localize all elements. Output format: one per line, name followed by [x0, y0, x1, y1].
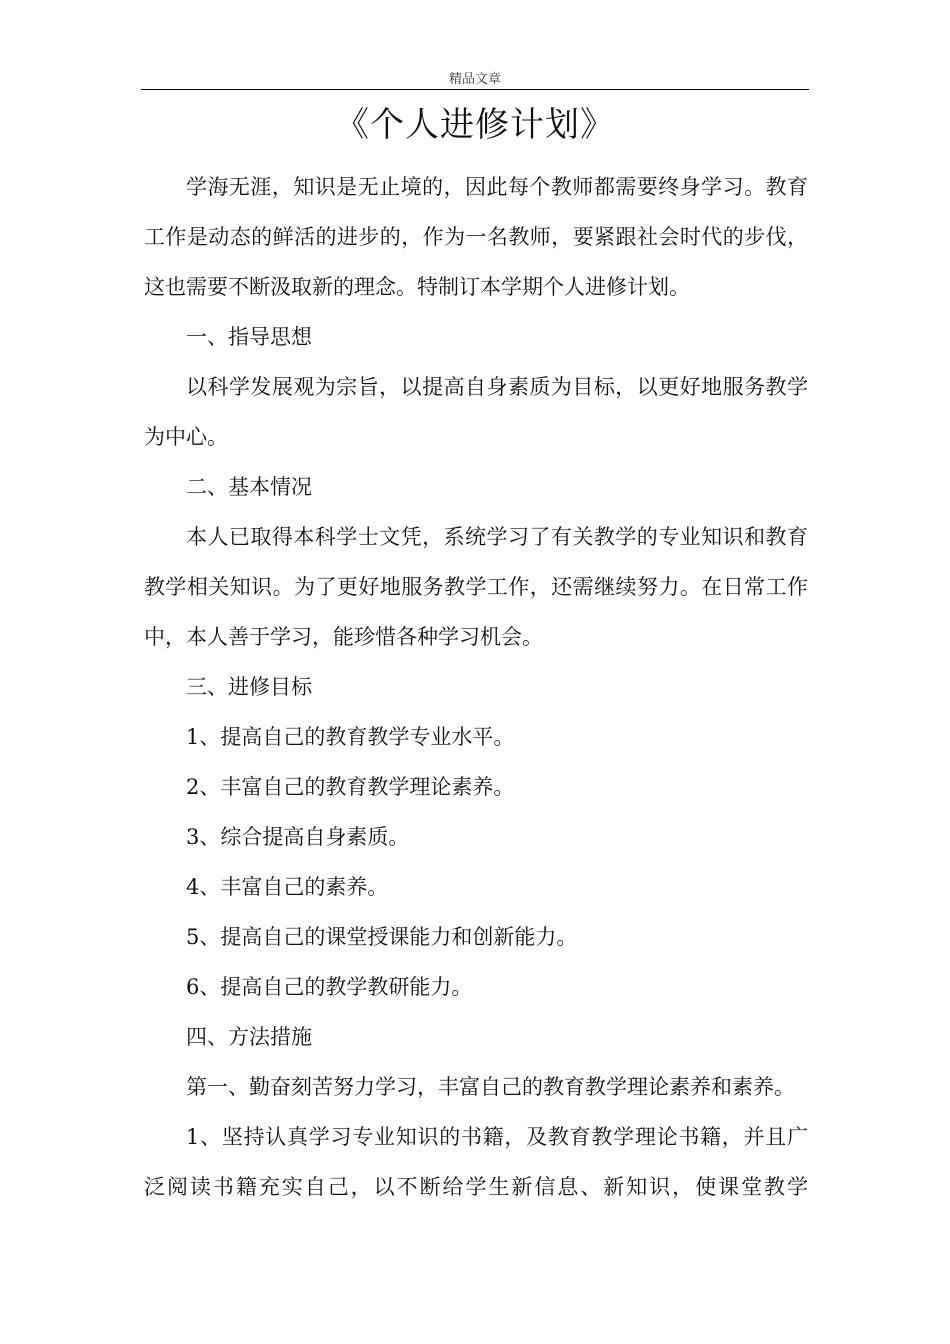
goal-item-3: 3、综合提高自身素质。: [186, 825, 410, 849]
header-divider: [141, 89, 809, 90]
goal-item-1: 1、提高自己的教育教学专业水平。: [186, 725, 515, 749]
section-heading-1: 一、指导思想: [186, 325, 312, 349]
section-heading-2: 二、基本情况: [186, 475, 312, 499]
method-item-1: 1、坚持认真学习专业知识的书籍，及教育教学理论书籍，并且广泛阅读书籍充实自己，以不断给学生新信息、新知识，使课堂教学: [144, 1125, 808, 1199]
section-heading-3: 三、进修目标: [186, 675, 312, 699]
goal-item-4: 4、丰富自己的素养。: [186, 875, 389, 899]
document-title: 《个人进修计划》: [335, 105, 615, 145]
paragraph-intro: 学海无涯，知识是无止境的，因此每个教师都需要终身学习。教育工作是动态的鲜活的进步的，作为一名教师，要紧跟社会时代的步伐，这也需要不断汲取新的理念。特制订本学期个人进修计划。: [144, 175, 808, 299]
section-heading-4: 四、方法措施: [186, 1025, 312, 1049]
goal-item-6: 6、提高自己的教学教研能力。: [186, 975, 473, 999]
document-body: [144, 162, 808, 1212]
method-first: 第一、勤奋刻苦努力学习，丰富自己的教育教学理论素养和素养。: [186, 1075, 795, 1099]
goal-item-2: 2、丰富自己的教育教学理论素养。: [186, 775, 515, 799]
page-header: 精品文章: [448, 72, 501, 87]
paragraph-basic-situation: 本人已取得本科学士文凭，系统学习了有关教学的专业知识和教育教学相关知识。为了更好地服务教学工作，还需继续努力。在日常工作中，本人善于学习，能珍惜各种学习机会。: [144, 525, 808, 649]
paragraph-guiding-idea: 以科学发展观为宗旨，以提高自身素质为目标，以更好地服务教学为中心。: [144, 375, 808, 449]
goal-item-5: 5、提高自己的课堂授课能力和创新能力。: [186, 925, 578, 949]
